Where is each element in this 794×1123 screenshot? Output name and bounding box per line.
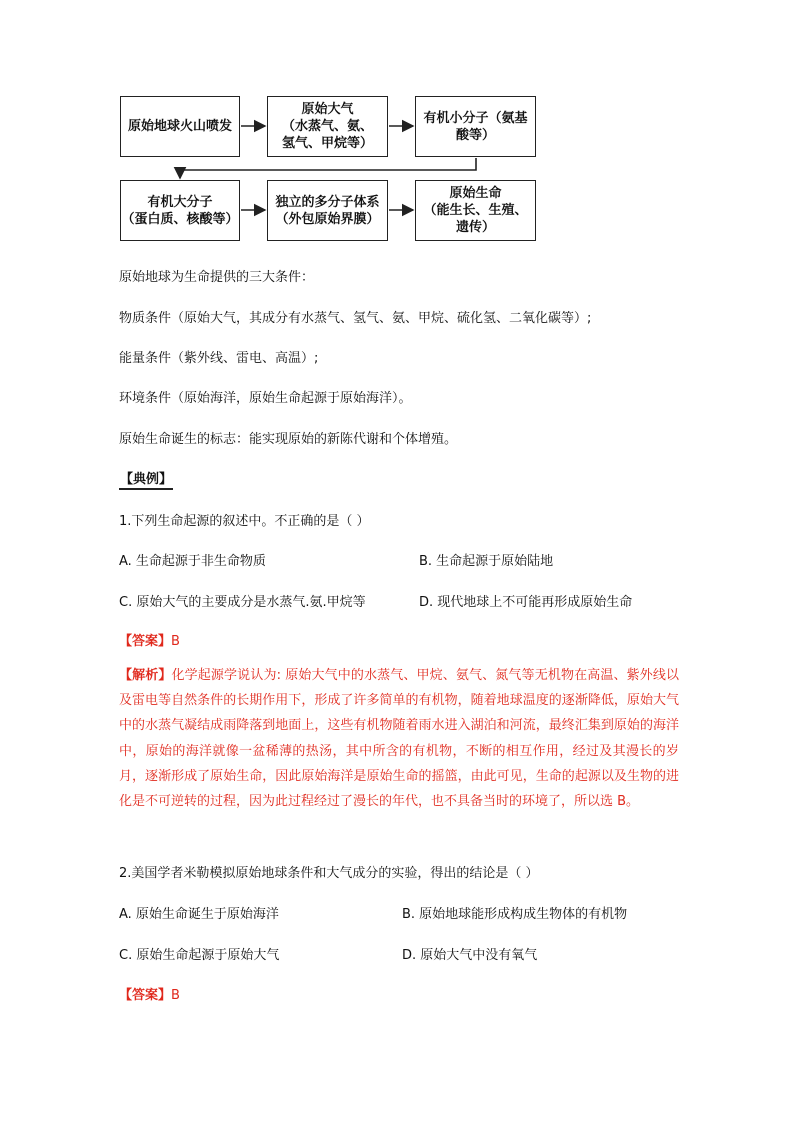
q2-answer — [119, 984, 180, 1003]
q1-option-d: D. 现代地球上不可能再形成原始生命 — [419, 595, 633, 610]
flow-box-primitive-atmosphere: 原始大气 （水蒸气、氨、 氢气、甲烷等） — [267, 96, 388, 157]
q1-analysis — [119, 663, 679, 814]
answer-tag: 【答案】 — [119, 634, 172, 649]
flow-box-volcano: 原始地球火山喷发 — [120, 96, 240, 157]
flow-box-primitive-life: 原始生命 （能生长、生殖、 遗传） — [415, 180, 536, 241]
arrow-3 — [180, 158, 476, 178]
q1-option-b: B. 生命起源于原始陆地 — [419, 554, 554, 569]
birth-mark-text: 原始生命诞生的标志：能实现原始的新陈代谢和个体增殖。 — [119, 432, 458, 447]
flow-box-multimolecular-system: 独立的多分子体系 （外包原始界膜） — [267, 180, 388, 241]
energy-condition: 能量条件（紫外线、雷电、高温）; — [119, 351, 319, 366]
flow-box-organic-macromolecules: 有机大分子 （蛋白质、核酸等） — [120, 180, 240, 241]
example-heading: 【典例】 — [119, 468, 173, 487]
q2-option-c: C. 原始生命起源于原始大气 — [119, 948, 280, 963]
answer-value: B — [171, 634, 180, 649]
q2-option-d: D. 原始大气中没有氧气 — [402, 948, 538, 963]
flow-box-organic-small-molecules: 有机小分子（氨基 酸等） — [415, 96, 536, 157]
analysis-text: 化学起源学说认为: 原始大气中的水蒸气、甲烷、氨气、氮气等无机物在高温、紫外线以及雷电等自然条件的长期作用下，形成了许多简单的有机物，随着地球温度的逐渐降低，原始大气中的水蒸气凝结成雨降落到地面上，这些有机物随着雨水进入湖泊和河流，最终汇集到原始的海洋中，原始的海洋就像一盆稀薄的热汤，其中所含的有机物，不断的相互作用，经过及其漫长的岁月，逐渐形成了原始生命，因此原始海洋是原始生命的摇篮，由此可见，生命的起源以及生物的进化是不可逆转的过程，因为此过程经过了漫长的年代，也不具备当时的环境了，所以选 B。 — [119, 668, 679, 810]
environment-condition: 环境条件（原始海洋，原始生命起源于原始海洋）。 — [119, 391, 412, 406]
q1-stem: 1.下列生命起源的叙述中。不正确的是（ ） — [119, 514, 370, 529]
q1-option-a: A. 生命起源于非生命物质 — [119, 554, 266, 569]
answer-value: B — [171, 988, 180, 1003]
q1-option-c: C. 原始大气的主要成分是水蒸气.氨.甲烷等 — [119, 595, 366, 610]
flow-arrows — [0, 0, 794, 260]
q2-option-a: A. 原始生命诞生于原始海洋 — [119, 907, 279, 922]
q2-option-b: B. 原始地球能形成构成生物体的有机物 — [402, 907, 628, 922]
material-condition: 物质条件（原始大气，其成分有水蒸气、氢气、氨、甲烷、硫化氢、二氧化碳等）; — [119, 311, 592, 326]
intro-text: 原始地球为生命提供的三大条件： — [119, 270, 315, 285]
analysis-tag: 【解析】 — [119, 668, 172, 683]
answer-tag: 【答案】 — [119, 988, 172, 1003]
q1-answer — [119, 630, 180, 649]
q2-stem: 2.美国学者米勒模拟原始地球条件和大气成分的实验，得出的结论是（ ） — [119, 866, 539, 881]
